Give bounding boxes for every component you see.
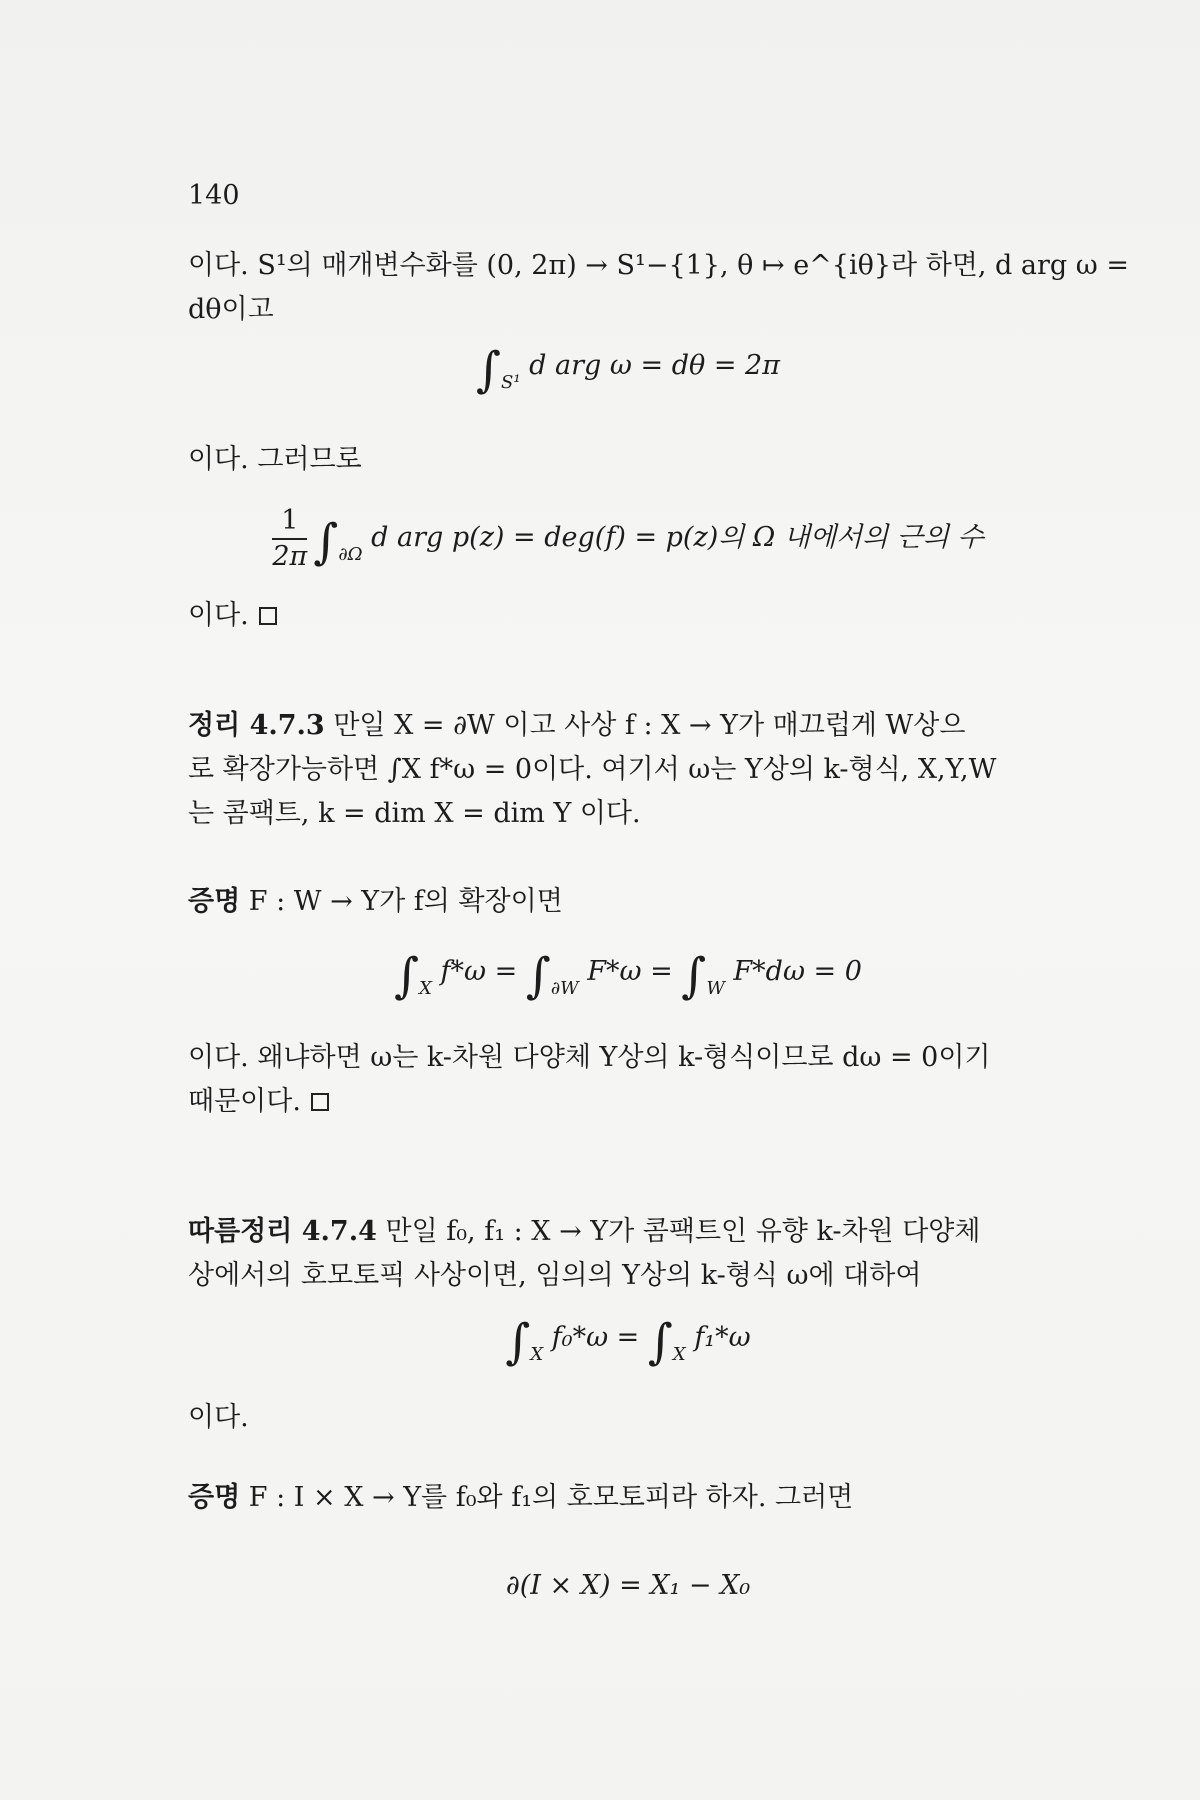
corollary-label: 따름정리 4.7.4 [188, 1216, 377, 1247]
paragraph-therefore [188, 438, 1068, 482]
text-line: 이다. S¹의 매개변수화를 (0, 2π) → S¹−{1}, θ ↦ e^{iθ}라 하면, d arg ω = [188, 250, 1129, 281]
proof-1-continued [188, 1036, 1068, 1124]
integral-symbol: ∫ [505, 1314, 531, 1370]
equation-term: F*dω = 0 [733, 956, 862, 987]
theorem-label: 정리 4.7.3 [188, 710, 325, 741]
integral-domain: S¹ [501, 372, 521, 393]
text-line: 만일 X = ∂W 이고 사상 f : X → Y가 매끄럽게 W상으 [333, 710, 966, 741]
proof-1 [188, 880, 1068, 924]
integral-symbol: ∫ [394, 948, 420, 1004]
qed-symbol [311, 1093, 329, 1111]
integral-domain: X [672, 1344, 686, 1365]
text-line: 상에서의 호모토픽 사상이면, 임의의 Y상의 k-형식 ω에 대하여 [188, 1260, 922, 1291]
equation-body: d arg ω = dθ = 2π [529, 350, 780, 381]
proof-label: 증명 [188, 886, 241, 917]
integral-domain: X [530, 1344, 544, 1365]
integral-domain: X [419, 978, 432, 999]
paragraph-parametrization [188, 244, 1129, 332]
text-line: F : W → Y가 f의 확장이면 [248, 886, 563, 917]
integral-symbol: ∫ [647, 1314, 673, 1370]
qed-symbol [259, 607, 277, 625]
page-number: 140 [188, 180, 240, 211]
text-line: 로 확장가능하면 ∫X f*ω = 0이다. 여기서 ω는 Y상의 k-형식, X,Y,W [188, 754, 997, 785]
equation-term: F*ω = [587, 956, 673, 987]
equation-term: f₀*ω = [551, 1322, 640, 1353]
paragraph-end-proof [188, 594, 1068, 638]
text-line: 는 콤팩트, k = dim X = dim Y 이다. [188, 798, 641, 829]
text-line: 이다. [188, 600, 249, 631]
text-line: 이다. 그러므로 [188, 444, 362, 475]
integral-symbol: ∫ [681, 948, 707, 1004]
text-line: 때문이다. [188, 1086, 301, 1117]
text-line: dθ이고 [188, 294, 274, 325]
text-line: F : I × X → Y를 f₀와 f₁의 호모토피라 하자. 그러면 [248, 1482, 854, 1513]
integral-domain: ∂W [550, 978, 579, 999]
fraction [272, 504, 307, 574]
integral-symbol: ∫ [476, 342, 502, 398]
equation-term: f*ω = [440, 956, 518, 987]
text-line: 만일 f₀, f₁ : X → Y가 콤팩트인 유향 k-차원 다양체 [385, 1216, 981, 1247]
fraction-numerator: 1 [272, 504, 307, 540]
integral-symbol: ∫ [525, 948, 551, 1004]
fraction-denominator: 2π [272, 540, 308, 572]
theorem-4-7-3 [188, 704, 1068, 836]
text-line: 이다. 왜냐하면 ω는 k-차원 다양체 Y상의 k-형식이므로 dω = 0이기 [188, 1042, 991, 1073]
equation-integral-dtheta [188, 336, 1068, 413]
integral-symbol: ∫ [313, 514, 339, 570]
equation-body: d arg p(z) = deg(f) = p(z)의 Ω 내에서의 근의 수 [371, 522, 984, 553]
equation-boundary [188, 1564, 1068, 1608]
proof-2 [188, 1476, 1068, 1520]
corollary-4-7-4 [188, 1210, 1068, 1298]
integral-domain: W [706, 978, 725, 999]
equation-degree [188, 498, 1068, 595]
integral-domain: ∂Ω [338, 544, 363, 565]
paragraph-is [188, 1396, 1068, 1440]
equation-stokes [188, 942, 1068, 1019]
equation-body: ∂(I × X) = X₁ − X₀ [505, 1570, 751, 1601]
text-line: 이다. [188, 1402, 249, 1433]
equation-homotopy-integral [188, 1308, 1068, 1385]
equation-term: f₁*ω [694, 1322, 751, 1353]
proof-label: 증명 [188, 1482, 241, 1513]
